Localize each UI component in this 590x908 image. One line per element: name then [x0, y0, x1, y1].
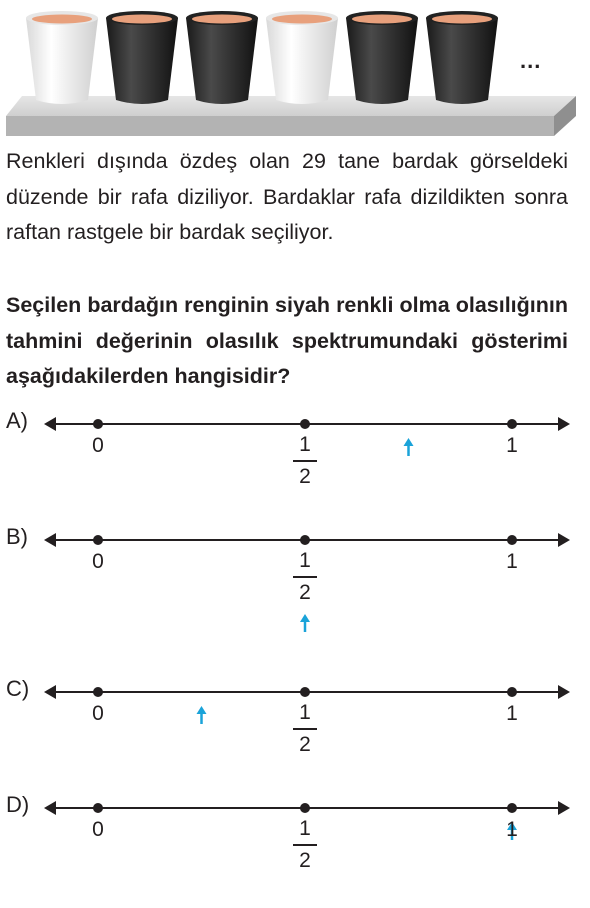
left-arrowhead — [44, 533, 56, 547]
label-one: 1 — [506, 702, 518, 725]
probability-arrow-icon — [404, 438, 414, 446]
label-half-fraction — [290, 548, 320, 606]
white-cup — [26, 11, 98, 104]
label-half-fraction — [290, 432, 320, 490]
tick-dot — [93, 419, 103, 429]
option-letter: C) — [6, 676, 30, 701]
fraction-denominator: 2 — [299, 581, 311, 604]
black-cup — [426, 11, 498, 104]
label-one: 1 — [506, 550, 518, 573]
continuation-ellipsis: ... — [520, 48, 542, 73]
probability-arrow-icon — [197, 706, 207, 714]
right-arrowhead — [558, 801, 570, 815]
label-one: 1 — [506, 818, 518, 841]
fraction-denominator: 2 — [299, 733, 311, 756]
left-arrowhead — [44, 801, 56, 815]
option-d[interactable] — [0, 788, 590, 908]
tick-dot — [300, 687, 310, 697]
tick-dot — [93, 803, 103, 813]
probability-arrow-icon — [300, 614, 310, 622]
option-b[interactable] — [0, 520, 590, 640]
tick-dot — [507, 803, 517, 813]
shelf-front — [6, 116, 554, 136]
tick-dot — [93, 535, 103, 545]
left-arrowhead — [44, 685, 56, 699]
right-arrowhead — [558, 533, 570, 547]
fraction-numerator: 1 — [299, 701, 311, 724]
black-cup — [106, 11, 178, 104]
label-zero: 0 — [92, 818, 104, 841]
black-cup — [346, 11, 418, 104]
tick-dot — [507, 687, 517, 697]
option-a[interactable] — [0, 404, 590, 524]
fraction-denominator: 2 — [299, 849, 311, 872]
problem-stem: Renkleri dışında özdeş olan 29 tane bardak görseldeki düzende bir rafa diziliyor. Bardaklar rafa dizildikten sonra raftan rastgele bir bardak seçiliyor. — [6, 149, 568, 244]
tick-dot — [300, 419, 310, 429]
fraction-numerator: 1 — [299, 817, 311, 840]
white-cup — [266, 11, 338, 104]
tick-dot — [507, 419, 517, 429]
tick-dot — [507, 535, 517, 545]
option-letter: A) — [6, 408, 28, 433]
fraction-numerator: 1 — [299, 549, 311, 572]
label-zero: 0 — [92, 550, 104, 573]
right-arrowhead — [558, 417, 570, 431]
black-cup — [186, 11, 258, 104]
option-letter: B) — [6, 524, 28, 549]
fraction-numerator: 1 — [299, 433, 311, 456]
tick-dot — [93, 687, 103, 697]
label-one: 1 — [506, 434, 518, 457]
label-zero: 0 — [92, 702, 104, 725]
label-half-fraction — [290, 700, 320, 758]
cups-shelf-illustration — [0, 0, 590, 140]
fraction-denominator: 2 — [299, 465, 311, 488]
option-c[interactable] — [0, 672, 590, 792]
label-zero: 0 — [92, 434, 104, 457]
tick-dot — [300, 535, 310, 545]
option-letter: D) — [6, 792, 30, 817]
problem-question: Seçilen bardağın renginin siyah renkli olma olasılığının tahmini değerinin olasılık spektrumundaki gösterimi aşağıdakilerden hangisidir? — [6, 293, 568, 388]
right-arrowhead — [558, 685, 570, 699]
left-arrowhead — [44, 417, 56, 431]
label-half-fraction — [290, 816, 320, 874]
tick-dot — [300, 803, 310, 813]
